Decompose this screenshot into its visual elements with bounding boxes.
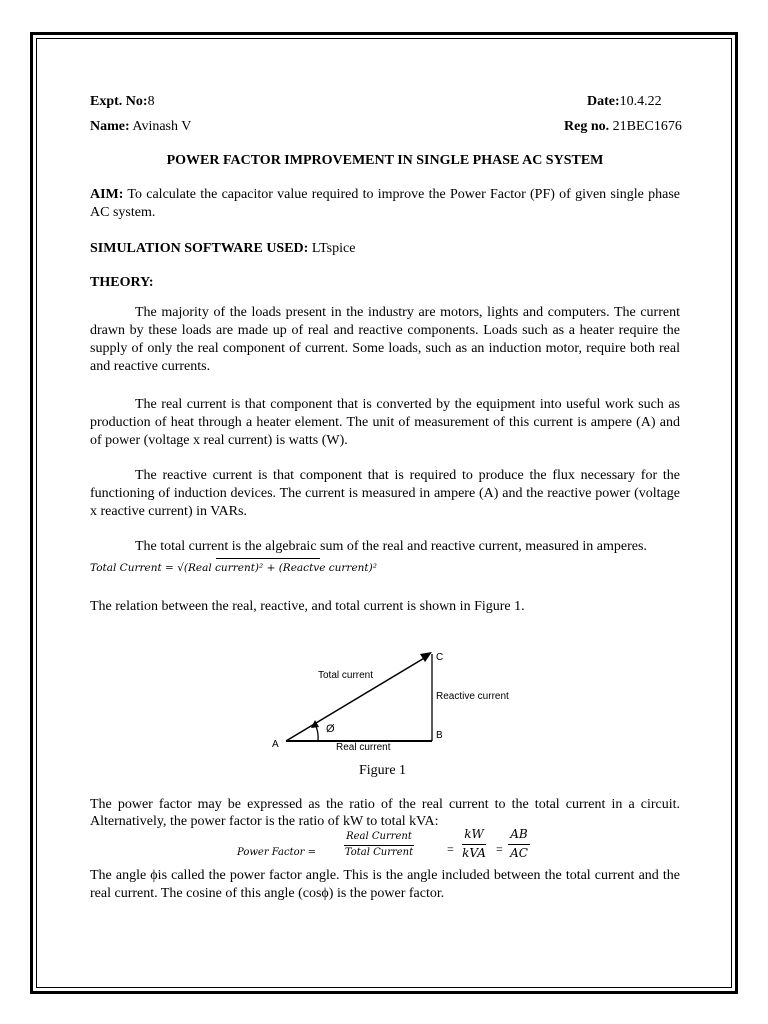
pf-equals-2: = [496,842,503,856]
pf-equals-1: = [447,842,454,856]
figure-caption: Figure 1 [359,763,407,778]
document-title: POWER FACTOR IMPROVEMENT IN SINGLE PHASE AC SYSTEM [166,153,604,168]
pf-denominator: Total Current [344,847,414,858]
label-total-current: Total current [318,670,374,681]
figure-1-triangle [260,640,520,760]
aim-label: AIM: [90,187,124,202]
theory-paragraph-3: The reactive current is that component that is required to produce the flux necessary for the functioning of induction devices. The current is measured in ampere (A) and the reactive power (voltage x reactive current) in VARs. [90,468,680,519]
label-reactive-current: Reactive current [436,691,509,702]
theory-paragraph-6: The power factor may be expressed as the ratio of the real current to the total current in a circuit. Alternatively, the power factor is the ratio of kW to total kVA: [90,797,680,829]
software-label: SIMULATION SOFTWARE USED: [90,241,309,256]
total-current-formula: Total Current = √(Real current)² + (Reactve current)² [90,562,377,574]
pf-numerator: Real Current [344,830,414,846]
label-point-c: C [436,652,444,663]
pf-fraction-ab [508,826,530,862]
kva-denominator: kVA [462,846,486,860]
software-value: LTspice [308,241,356,256]
student-name [90,118,191,136]
kw-numerator: kW [462,826,486,845]
reg-value: 21BEC1676 [609,119,682,134]
date [587,93,662,111]
reg-number [564,118,682,136]
expt-label: Expt. No: [90,94,148,109]
aim-section [90,186,680,222]
theory-heading: THEORY: [90,275,154,290]
radical-overline [216,558,320,559]
label-real-current: Real current [336,742,391,753]
label-point-a: A [272,739,279,750]
label-point-b: B [436,730,443,741]
name-label: Name: [90,119,130,134]
date-label: Date: [587,94,620,109]
ac-denominator: AC [510,846,528,860]
total-current-arrowhead [420,652,432,662]
theory-paragraph-2: The real current is that component that is converted by the equipment into useful work such as production of heat through a heater element. The unit of measurement of this current is ampere (A) and of power (voltage x real current) is watts (W). [90,397,680,448]
date-value: 10.4.22 [619,94,662,109]
reg-label: Reg no. [564,119,610,134]
pf-fraction-current [344,830,414,860]
aim-text: To calculate the capacitor value required to improve the Power Factor (PF) of given single phase AC system. [90,187,680,220]
pf-fraction-kw [462,826,486,862]
label-angle: Ø [326,723,335,735]
theory-paragraph-7: The angle ϕis called the power factor angle. This is the angle included between the total current and the real current. The cosine of this angle (cosϕ) is the power factor. [90,868,680,901]
ab-numerator: AB [508,826,530,845]
software-section [90,240,355,258]
theory-paragraph-1: The majority of the loads present in the industry are motors, lights and computers. The current drawn by these loads are made up of real and reactive components. Loads such as a heater require the supply of only the real component of current. Some loads, such as an induction motor, require both real and reactive currents. [90,305,680,374]
theory-paragraph-5: The relation between the real, reactive, and total current is shown in Figure 1. [90,599,525,614]
theory-paragraph-4: The total current is the algebraic sum of the real and reactive current, measured in amperes. [135,539,647,554]
name-value: Avinash V [129,119,192,134]
expt-number [90,93,155,111]
expt-value: 8 [147,94,155,109]
pf-label: Power Factor = [237,847,316,858]
